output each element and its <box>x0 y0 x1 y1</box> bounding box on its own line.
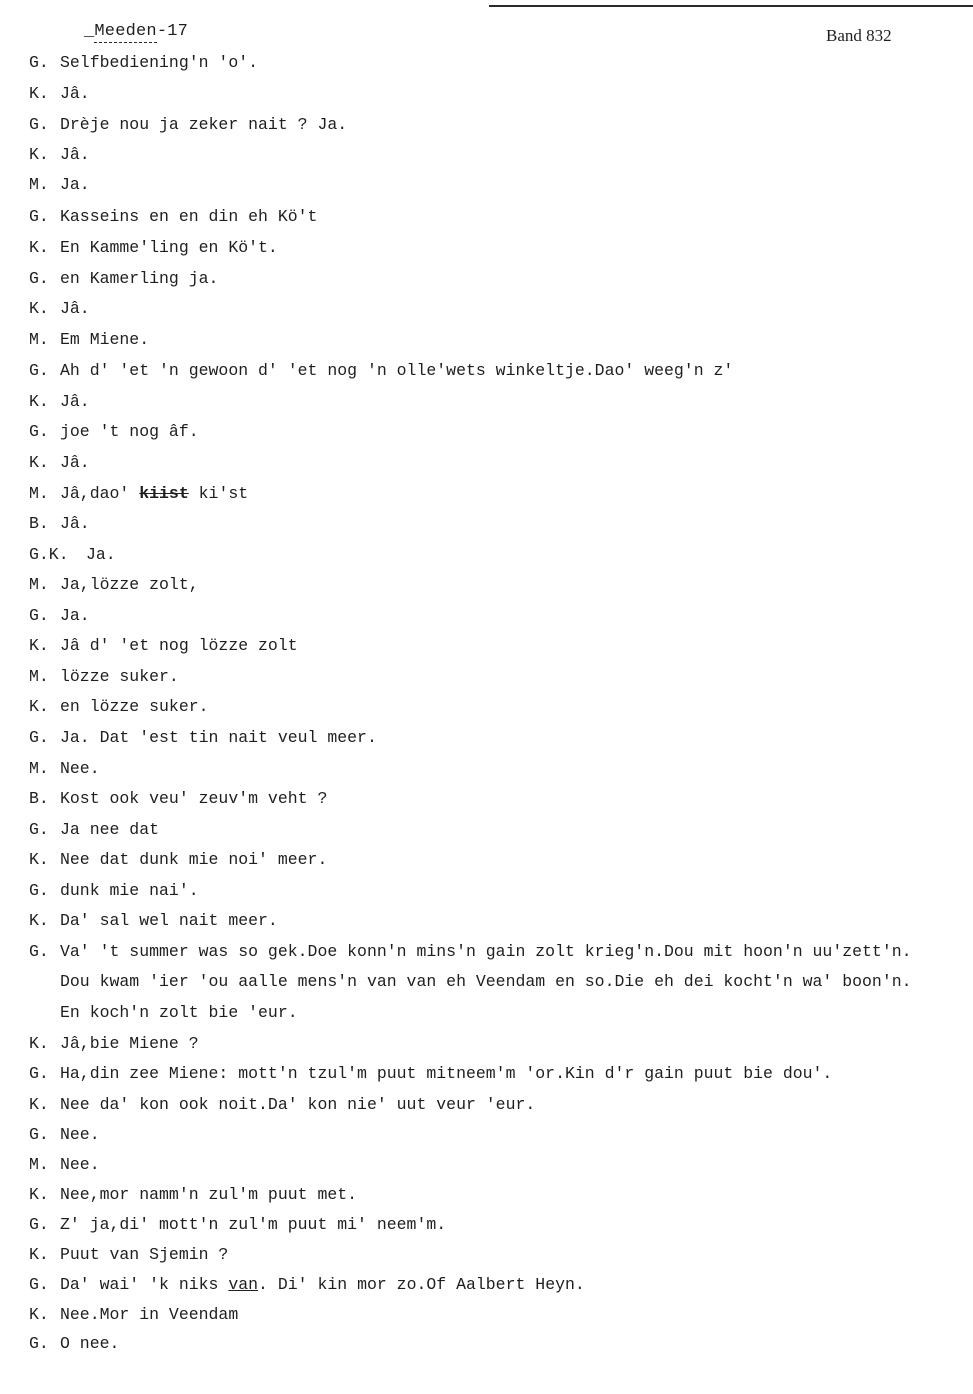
speaker-label: K. <box>29 145 49 164</box>
utterance-text: Ah d' 'et 'n gewoon d' 'et nog 'n olle'wets winkeltje.Dao' weeg'n z' <box>60 361 734 380</box>
speaker-label: K. <box>29 1095 49 1114</box>
utterance-text: Nee,mor namm'n zul'm puut met. <box>60 1185 358 1204</box>
speaker-label: K. <box>29 453 49 472</box>
utterance-text: Nee da' kon ook noit.Da' kon nie' uut veur 'eur. <box>60 1095 536 1114</box>
utterance-text: Ja,lözze zolt, <box>60 575 199 594</box>
utterance-text: En koch'n zolt bie 'eur. <box>60 1003 298 1022</box>
speaker-label: G. <box>29 207 49 226</box>
utterance-text: Ja. Dat 'est tin nait veul meer. <box>60 728 377 747</box>
speaker-label: G. <box>29 606 49 625</box>
utterance-text <box>60 483 248 505</box>
speaker-label: G. <box>29 53 49 72</box>
utterance-part: Jâ,dao' <box>60 484 140 503</box>
utterance-text: Jâ. <box>60 514 90 533</box>
utterance-text: Jâ. <box>60 453 90 472</box>
utterance-text: Ja. <box>60 175 90 194</box>
utterance-text: Jâ. <box>60 84 90 103</box>
speaker-label: G. <box>29 422 49 441</box>
utterance-text: Puut van Sjemin ? <box>60 1245 229 1264</box>
speaker-label: G. <box>29 269 49 288</box>
speaker-label: K. <box>29 1305 49 1324</box>
speaker-label: K. <box>29 850 49 869</box>
utterance-text: Nee dat dunk mie noi' meer. <box>60 850 328 869</box>
speaker-label: K. <box>29 1185 49 1204</box>
utterance-part: . Di' kin mor zo.Of Aalbert Heyn. <box>258 1275 585 1294</box>
top-rule <box>489 5 973 7</box>
utterance-text: Kasseins en en din eh Kö't <box>60 207 318 226</box>
utterance-text: Ha,din zee Miene: mott'n tzul'm puut mitneem'm 'or.Kin d'r gain puut bie dou'. <box>60 1064 833 1083</box>
band-number: Band 832 <box>826 26 892 45</box>
speaker-label: G.K. <box>29 545 69 564</box>
utterance-text: Nee. <box>60 1125 100 1144</box>
title-suffix: -17 <box>156 22 189 41</box>
utterance-text: Ja. <box>86 545 116 564</box>
utterance-text: Jâ,bie Miene ? <box>60 1034 199 1053</box>
speaker-label: M. <box>29 1155 49 1174</box>
speaker-label: M. <box>29 667 49 686</box>
utterance-text <box>60 1274 585 1296</box>
utterance-text: Dou kwam 'ier 'ou aalle mens'n van van eh Veendam en so.Die eh dei kocht'n wa' boon'n. <box>60 972 912 991</box>
speaker-label: K. <box>29 84 49 103</box>
speaker-label: G. <box>29 881 49 900</box>
speaker-label: G. <box>29 1334 49 1353</box>
speaker-label: K. <box>29 1245 49 1264</box>
speaker-label: M. <box>29 484 49 503</box>
utterance-text: Nee. <box>60 1155 100 1174</box>
utterance-text: Selfbediening'n 'o'. <box>60 53 259 72</box>
speaker-label: G. <box>29 1275 49 1294</box>
speaker-label: M. <box>29 175 49 194</box>
utterance-text: En Kamme'ling en Kö't. <box>60 238 278 257</box>
utterance-text: en Kamerling ja. <box>60 269 219 288</box>
utterance-text: Kost ook veu' zeuv'm veht ? <box>60 789 328 808</box>
speaker-label: K. <box>29 697 49 716</box>
utterance-text: Drèje nou ja zeker nait ? Ja. <box>60 115 348 134</box>
utterance-text: Ja nee dat <box>60 820 160 839</box>
speaker-label: G. <box>29 1125 49 1144</box>
speaker-label: M. <box>29 330 49 349</box>
utterance-text: dunk mie nai'. <box>60 881 199 900</box>
utterance-text: Jâ d' 'et nog lözze zolt <box>60 636 298 655</box>
underlined-word: van <box>228 1275 259 1294</box>
page-title <box>84 22 188 41</box>
speaker-label: G. <box>29 1215 49 1234</box>
utterance-text: Z' ja,di' mott'n zul'm puut mi' neem'm. <box>60 1215 447 1234</box>
utterance-text: Em Miene. <box>60 330 150 349</box>
utterance-text: Da' sal wel nait meer. <box>60 911 278 930</box>
speaker-label: K. <box>29 911 49 930</box>
struck-word: kiist <box>139 484 189 503</box>
speaker-label: K. <box>29 1034 49 1053</box>
utterance-text: O nee. <box>60 1334 120 1353</box>
utterance-text: Ja. <box>60 606 90 625</box>
speaker-label: B. <box>29 789 49 808</box>
speaker-label: G. <box>29 361 49 380</box>
utterance-text: Jâ. <box>60 299 90 318</box>
speaker-label: K. <box>29 636 49 655</box>
utterance-text: Va' 't summer was so gek.Doe konn'n mins'n gain zolt krieg'n.Dou mit hoon'n uu'zett'n. <box>60 942 912 961</box>
utterance-text: en lözze suker. <box>60 697 209 716</box>
title-underlined: Meeden <box>94 22 157 41</box>
speaker-label: M. <box>29 759 49 778</box>
speaker-label: G. <box>29 942 49 961</box>
speaker-label: G. <box>29 115 49 134</box>
speaker-label: M. <box>29 575 49 594</box>
title-prefix: _ <box>84 22 95 41</box>
utterance-text: Jâ. <box>60 392 90 411</box>
utterance-text: Nee. <box>60 759 100 778</box>
utterance-text: Jâ. <box>60 145 90 164</box>
speaker-label: K. <box>29 392 49 411</box>
speaker-label: G. <box>29 820 49 839</box>
speaker-label: G. <box>29 1064 49 1083</box>
speaker-label: B. <box>29 514 49 533</box>
utterance-part: Da' wai' 'k niks <box>60 1275 229 1294</box>
utterance-text: Nee.Mor in Veendam <box>60 1305 239 1324</box>
speaker-label: G. <box>29 728 49 747</box>
speaker-label: K. <box>29 299 49 318</box>
utterance-text: lözze suker. <box>60 667 179 686</box>
speaker-label: K. <box>29 238 49 257</box>
utterance-text: joe 't nog âf. <box>60 422 199 441</box>
utterance-part: ki'st <box>188 484 249 503</box>
